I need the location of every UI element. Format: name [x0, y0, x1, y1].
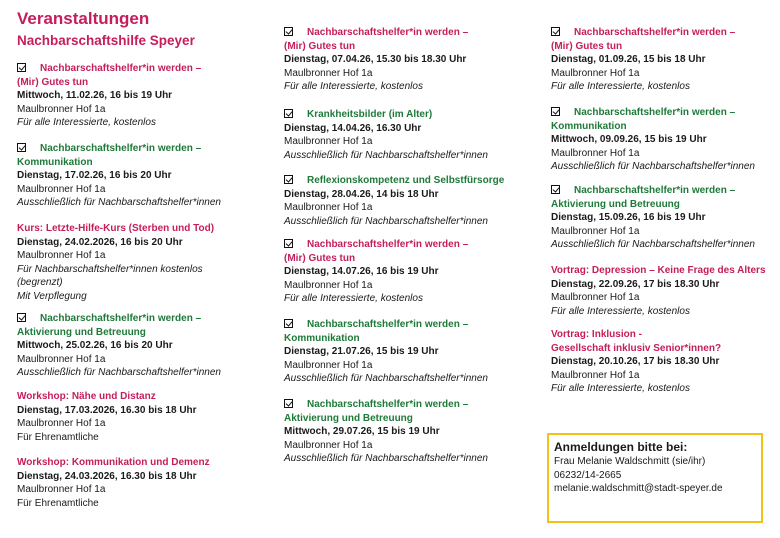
registration-box: [547, 433, 763, 523]
event-item: [17, 142, 262, 210]
event-title-text: Gesellschaft inklusiv Senior*innen?: [551, 342, 722, 354]
event-title-text: Kurs: Letzte-Hilfe-Kurs (Sterben und Tod): [17, 223, 215, 234]
checkbox-checked-icon[interactable]: [551, 185, 560, 194]
event-title-text: (Mir) Gutes tun: [284, 252, 356, 264]
event-title-text: Nachbarschaftshelfer*in werden –: [307, 319, 469, 330]
event-title-text: Nachbarschaftshelfer*in werden –: [307, 239, 469, 250]
event-title-text: Kommunikation: [551, 120, 627, 132]
event-title: [17, 62, 262, 76]
event-location: Maulbronner Hof 1a: [551, 292, 640, 303]
event-date: Dienstag, 28.04.26, 14 bis 18 Uhr: [284, 188, 439, 200]
event-location: Maulbronner Hof 1a: [17, 183, 106, 195]
event-title: [551, 328, 776, 342]
event-date: Mittwoch, 11.02.26, 16 bis 19 Uhr: [17, 90, 173, 101]
event-item: [284, 174, 529, 228]
event-location: Maulbronner Hof 1a: [17, 484, 106, 495]
event-location: Maulbronner Hof 1a: [284, 136, 373, 147]
checkbox-checked-icon[interactable]: [284, 175, 293, 184]
event-date: Dienstag, 24.03.2026, 16.30 bis 18 Uhr: [17, 470, 197, 482]
event-title-cont: [551, 342, 776, 356]
event-note: Ausschließlich für Nachbarschaftshelfer*innen: [551, 161, 755, 172]
event-note: Für alle Interessierte, kostenlos: [551, 383, 690, 394]
event-item: [17, 222, 262, 303]
event-title-text: Nachbarschaftshelfer*in werden –: [40, 143, 202, 154]
event-title-cont: [551, 40, 776, 54]
event-date: Dienstag, 17.02.26, 16 bis 20 Uhr: [17, 170, 172, 181]
event-item: [551, 26, 776, 94]
event-location: Maulbronner Hof 1a: [551, 369, 640, 381]
event-note: Ausschließlich für Nachbarschaftshelfer*innen: [17, 367, 221, 378]
event-date: Mittwoch, 09.09.26, 15 bis 19 Uhr: [551, 134, 707, 145]
event-note: (begrenzt): [17, 277, 63, 288]
event-item: [551, 264, 776, 318]
event-title-text: Vortrag: Inklusion -: [551, 329, 642, 340]
event-title-text: Krankheitsbilder (im Alter): [307, 109, 433, 120]
event-title: [551, 264, 776, 278]
registration-contact-name: Frau Melanie Waldschmitt (sie/ihr): [554, 456, 706, 467]
event-note: Ausschließlich für Nachbarschaftshelfer*innen: [284, 453, 488, 464]
event-title-text: Aktivierung und Betreuung: [17, 326, 146, 338]
event-note: Ausschließlich für Nachbarschaftshelfer*innen: [551, 239, 755, 250]
event-title-text: (Mir) Gutes tun: [284, 40, 356, 52]
event-title-text: Kommunikation: [17, 156, 93, 168]
event-location: Maulbronner Hof 1a: [284, 202, 373, 213]
checkbox-checked-icon[interactable]: [284, 27, 293, 36]
event-date: Dienstag, 20.10.26, 17 bis 18.30 Uhr: [551, 356, 720, 367]
event-location: Maulbronner Hof 1a: [284, 439, 373, 451]
event-title-cont: [284, 412, 529, 426]
event-note: Für Nachbarschaftshelfer*innen kostenlos: [17, 263, 203, 275]
event-title-cont: [284, 332, 529, 346]
event-title-text: Nachbarschaftshelfer*in werden –: [574, 107, 736, 118]
checkbox-checked-icon[interactable]: [17, 313, 26, 322]
checkbox-checked-icon[interactable]: [551, 27, 560, 36]
event-location: Maulbronner Hof 1a: [17, 250, 106, 261]
event-title-cont: [284, 252, 529, 266]
event-title-cont: [551, 120, 776, 134]
event-title: [284, 26, 529, 40]
event-item: [284, 26, 529, 94]
event-location: Maulbronner Hof 1a: [284, 67, 373, 79]
event-title: [284, 318, 529, 332]
event-title-cont: [17, 156, 262, 170]
event-title-text: Aktivierung und Betreuung: [551, 198, 680, 210]
event-title-cont: [284, 40, 529, 54]
event-audience: Für Ehrenamtliche: [17, 497, 99, 509]
checkbox-checked-icon[interactable]: [284, 399, 293, 408]
event-title: [284, 108, 529, 122]
event-note: Für alle Interessierte, kostenlos: [284, 81, 423, 92]
event-date: Dienstag, 17.03.2026, 16.30 bis 18 Uhr: [17, 404, 197, 416]
event-title: [17, 312, 262, 326]
event-date: Dienstag, 14.07.26, 16 bis 19 Uhr: [284, 266, 439, 277]
event-title-text: Reflexionskompetenz und Selbstfürsorge: [307, 175, 505, 186]
event-date: Dienstag, 21.07.26, 15 bis 19 Uhr: [284, 346, 439, 357]
event-title: [551, 106, 776, 120]
event-title-text: Nachbarschaftshelfer*in werden –: [40, 313, 202, 324]
registration-email[interactable]: melanie.waldschmitt@stadt-speyer.de: [554, 483, 723, 494]
checkbox-checked-icon[interactable]: [284, 239, 293, 248]
event-title-cont: [551, 198, 776, 212]
event-note: Ausschließlich für Nachbarschaftshelfer*innen: [284, 149, 488, 161]
event-title-text: Vortrag: Depression – Keine Frage des Alters: [551, 265, 766, 276]
event-title-text: (Mir) Gutes tun: [17, 76, 89, 88]
event-note: Ausschließlich für Nachbarschaftshelfer*innen: [17, 197, 221, 208]
event-item: [284, 318, 529, 386]
event-date: Dienstag, 07.04.26, 15.30 bis 18.30 Uhr: [284, 54, 467, 65]
event-location: Maulbronner Hof 1a: [17, 103, 106, 115]
event-title-cont: [17, 76, 262, 90]
event-date: Dienstag, 15.09.26, 16 bis 19 Uhr: [551, 212, 706, 223]
event-note: Für alle Interessierte, kostenlos: [551, 81, 690, 92]
event-note: Für alle Interessierte, kostenlos: [551, 305, 690, 317]
event-item: [17, 62, 262, 130]
checkbox-checked-icon[interactable]: [17, 143, 26, 152]
event-date: Dienstag, 14.04.26, 16.30 Uhr: [284, 122, 422, 134]
event-location: Maulbronner Hof 1a: [551, 147, 640, 159]
checkbox-checked-icon[interactable]: [284, 319, 293, 328]
event-title-text: (Mir) Gutes tun: [551, 40, 623, 52]
event-audience: Für Ehrenamtliche: [17, 431, 99, 443]
event-title-text: Nachbarschaftshelfer*in werden –: [574, 27, 736, 38]
event-title: [17, 142, 262, 156]
registration-phone: 06232/14-2665: [554, 469, 622, 481]
event-item: [17, 390, 262, 444]
event-title: [284, 174, 529, 188]
event-item: [551, 106, 776, 174]
event-date: Dienstag, 24.02.2026, 16 bis 20 Uhr: [17, 236, 183, 248]
checkbox-checked-icon[interactable]: [284, 109, 293, 118]
event-title: [17, 390, 262, 404]
event-location: Maulbronner Hof 1a: [284, 279, 373, 291]
event-title: [284, 238, 529, 252]
event-title-text: Kommunikation: [284, 332, 360, 344]
event-title: [551, 26, 776, 40]
event-item: [551, 328, 776, 396]
event-title-cont: [17, 326, 262, 340]
event-location: Maulbronner Hof 1a: [551, 67, 640, 79]
event-item: [284, 398, 529, 466]
event-date: Dienstag, 01.09.26, 15 bis 18 Uhr: [551, 54, 706, 65]
event-title-text: Nachbarschaftshelfer*in werden –: [307, 399, 469, 410]
event-date: Mittwoch, 25.02.26, 16 bis 20 Uhr: [17, 340, 173, 351]
event-title-text: Aktivierung und Betreuung: [284, 412, 413, 424]
event-title-text: Nachbarschaftshelfer*in werden –: [40, 63, 202, 74]
event-item: [284, 108, 529, 162]
event-item: [284, 238, 529, 306]
event-note: Ausschließlich für Nachbarschaftshelfer*innen: [284, 215, 488, 227]
event-note: Mit Verpflegung: [17, 290, 87, 302]
page-subtitle: Nachbarschaftshilfe Speyer: [17, 33, 195, 48]
event-location: Maulbronner Hof 1a: [284, 359, 373, 371]
event-location: Maulbronner Hof 1a: [17, 418, 106, 429]
event-date: Mittwoch, 29.07.26, 15 bis 19 Uhr: [284, 426, 440, 437]
registration-title: Anmeldungen bitte bei:: [554, 440, 688, 454]
event-location: Maulbronner Hof 1a: [17, 353, 106, 365]
checkbox-checked-icon[interactable]: [551, 107, 560, 116]
event-title: [284, 398, 529, 412]
event-note: Für alle Interessierte, kostenlos: [17, 117, 156, 128]
event-date: Dienstag, 22.09.26, 17 bis 18.30 Uhr: [551, 278, 720, 290]
event-item: [17, 456, 262, 510]
page-title: Veranstaltungen: [17, 9, 150, 28]
event-item: [551, 184, 776, 252]
event-title-text: Nachbarschaftshelfer*in werden –: [574, 185, 736, 196]
event-item: [17, 312, 262, 380]
event-note: Für alle Interessierte, kostenlos: [284, 293, 423, 304]
event-title-text: Workshop: Kommunikation und Demenz: [17, 457, 210, 468]
event-location: Maulbronner Hof 1a: [551, 225, 640, 237]
event-note: Ausschließlich für Nachbarschaftshelfer*innen: [284, 373, 488, 384]
event-title: [17, 222, 262, 236]
event-title: [17, 456, 262, 470]
checkbox-checked-icon[interactable]: [17, 63, 26, 72]
event-title: [551, 184, 776, 198]
event-title-text: Workshop: Nähe und Distanz: [17, 391, 156, 402]
event-title-text: Nachbarschaftshelfer*in werden –: [307, 27, 469, 38]
